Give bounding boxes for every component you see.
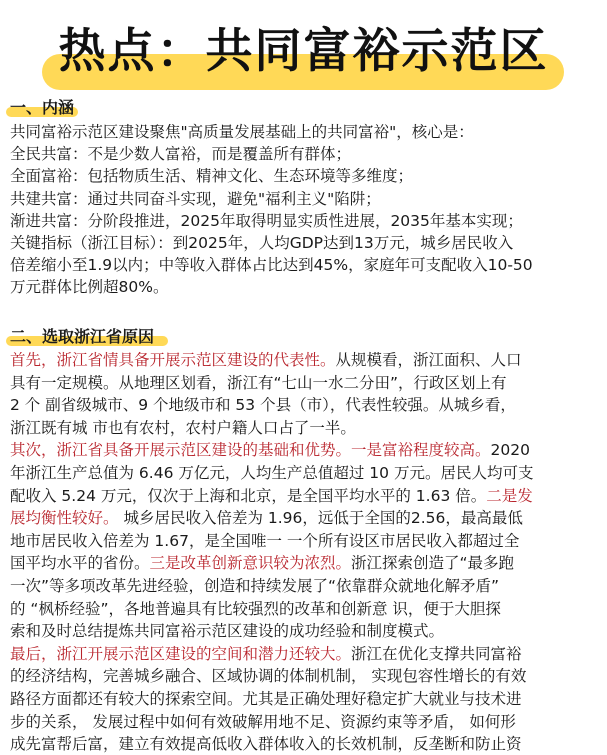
- body-text: 2020: [490, 441, 530, 460]
- body-text: 路径方面都还有较大的探索空间。尤其是正确处理好稳定扩大就业与技术进: [10, 690, 522, 708]
- section1-line: 全面富裕：包括物质生活、精神文化、生态环境等多维度；: [10, 167, 414, 186]
- body-text: 国平均水平的省份。: [10, 554, 150, 573]
- body-text: 从规模看，浙江面积、人口: [335, 351, 522, 369]
- section2-line: [10, 643, 600, 665]
- section2-line: [10, 372, 600, 394]
- section1-line: 共建共富：通过共同奋斗实现，避免"福利主义"陷阱；: [10, 189, 381, 208]
- body-text: 城乡居民收入倍差为 1.96，远低于全国的2.56，最高最低: [118, 509, 523, 528]
- highlighted-text: 展均衡性较好。: [10, 509, 119, 528]
- section2-line: [10, 349, 600, 371]
- section2-heading-text: 二、选取浙江省原因: [10, 327, 155, 346]
- page-title: 热点：共同富裕示范区: [58, 24, 549, 79]
- section2-line: [10, 598, 600, 620]
- highlighted-text: 其次，浙江省具备开展示范区建设的基础和优势。一是富裕程度较高。: [10, 441, 491, 460]
- highlighted-text: 首先，浙江省情具备开展示范区建设的代表性。: [10, 351, 336, 369]
- section2-line: [10, 575, 600, 597]
- section1-line: 万元群体比例超80%。: [10, 278, 169, 297]
- highlighted-text: 最后，浙江开展示范区建设的空间和潜力还较大。: [10, 644, 352, 663]
- section2-line: [10, 733, 600, 755]
- section2-line: [10, 711, 600, 733]
- section1-line: 倍差缩小至1.9以内；中等收入群体占比达到45%，家庭年可支配收入10-50: [10, 256, 533, 275]
- section1-heading-text: 一、内涵: [10, 98, 75, 117]
- section2-line: [10, 620, 600, 642]
- body-text: 成先富帮后富，建立有效提高低收入群体收入的长效机制，反垄断和防止资: [10, 735, 522, 754]
- section1-line: 关键指标（浙江目标）：到2025年，人均GDP达到13万元，城乡居民收入: [10, 234, 514, 252]
- section2-line: [10, 530, 600, 552]
- section2-line: [10, 552, 600, 574]
- highlighted-text: 二是发: [486, 486, 533, 505]
- body-text: 步的关系， 发展过程中如何有效破解用地不足、资源约束等矛盾， 如何形: [10, 712, 516, 731]
- body-text: 浙江既有城 市也有农村，农村户籍人口占了一半。: [10, 418, 356, 437]
- body-text: 2 个 副省级城市、9 个地级市和 53 个县（市），代表性较强。从城乡看，: [10, 396, 516, 415]
- body-text: 具有一定规模。从地理区划看，浙江有“七山一水二分田”，行政区划上有: [10, 373, 507, 392]
- section2-line: [10, 485, 600, 507]
- body-text: 配收入 5.24 万元，仅次于上海和北京，是全国平均水平的 1.63 倍。: [10, 486, 487, 505]
- section2-line: [10, 394, 600, 416]
- body-text: 年浙江生产总值为 6.46 万亿元，人均生产总值超过 10 万元。居民人均可支: [10, 464, 534, 482]
- section1-heading: [10, 98, 74, 118]
- section2-line: [10, 417, 600, 439]
- section2-heading: [10, 327, 154, 347]
- highlighted-text: 三是改革创新意识较为浓烈。: [149, 554, 352, 573]
- body-text: 一次”等多项改革先进经验，创造和持续发展了“依靠群众就地化解矛盾”: [10, 577, 500, 595]
- section2-line: [10, 688, 600, 710]
- section2-line: [10, 507, 600, 529]
- section2-line: [10, 665, 600, 687]
- body-text: 的 “枫桥经验”，各地普遍具有比较强烈的改革和创新意 识，便于大胆探: [10, 599, 501, 618]
- body-text: 索和及时总结提炼共同富裕示范区建设的成功经验和制度模式。: [10, 622, 445, 641]
- section1-line: 渐进共富：分阶段推进，2025年取得明显实质性进展，2035年基本实现；: [10, 211, 523, 230]
- section1-line: 共同富裕示范区建设聚焦"高质量发展基础上的共同富裕"，核心是：: [10, 123, 474, 141]
- section2-line: [10, 462, 600, 484]
- title-block: [0, 12, 607, 94]
- section1-line: 全民共富：不是少数人富裕，而是覆盖所有群体；: [10, 145, 352, 164]
- body-text: 浙江探索创造了“最多跑: [351, 554, 515, 573]
- section2-line: [10, 439, 600, 461]
- body-text: 的经济结构，完善城乡融合、区域协调的体制机制， 实现包容性增长的有效: [10, 667, 527, 686]
- body-text: 浙江在优化支撑共同富裕: [351, 644, 522, 663]
- body-text: 地市居民收入倍差为 1.67，是全国唯一 一个所有设区市居民收入都超过全: [10, 531, 520, 550]
